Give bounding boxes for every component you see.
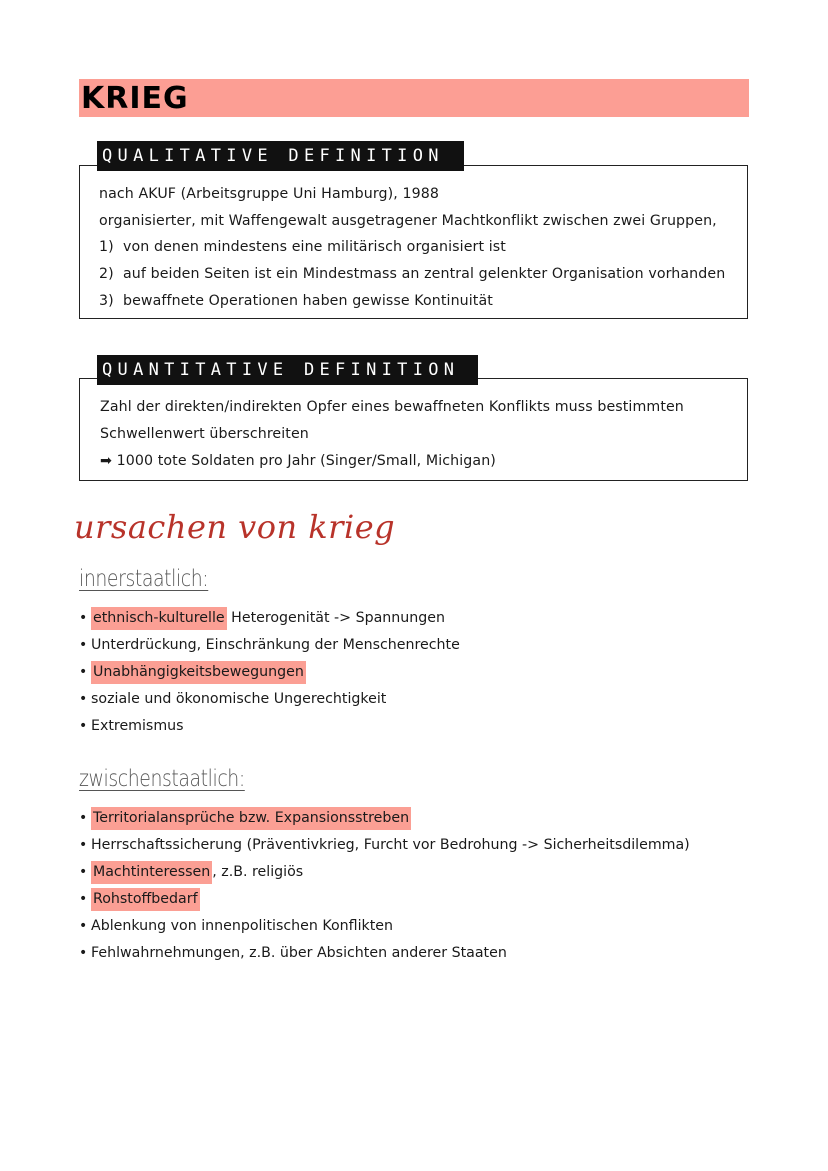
- item-text: , z.B. religiös: [212, 864, 304, 880]
- qualitative-criterion-3: [99, 293, 493, 309]
- qualitative-criterion-2: [99, 266, 725, 282]
- innerstaatlich-heading: innerstaatlich:: [79, 566, 209, 592]
- threshold-text: 1000 tote Soldaten pro Jahr (Singer/Small, Michigan): [116, 453, 496, 469]
- quantitative-threshold-line: [100, 453, 496, 469]
- bullet-icon: •: [79, 837, 88, 853]
- qualitative-definition-label: QUALITATIVE DEFINITION: [97, 141, 464, 171]
- quantitative-definition-line-1: Zahl der direkten/indirekten Opfer eines bewaffneten Konflikts muss bestimmten: [100, 399, 684, 415]
- qualitative-definition-line: organisierter, mit Waffengewalt ausgetragener Machtkonflikt zwischen zwei Gruppen,: [99, 213, 717, 229]
- list-item: [79, 891, 200, 907]
- zwischenstaatlich-heading: zwischenstaatlich:: [79, 766, 245, 792]
- qualitative-criterion-1: [99, 239, 506, 255]
- item-text: soziale und ökonomische Ungerechtigkeit: [91, 691, 387, 707]
- bullet-icon: •: [79, 637, 88, 653]
- list-item: [79, 610, 445, 626]
- criterion-number: 3): [99, 293, 114, 309]
- list-item: [79, 718, 184, 734]
- item-text: Heterogenität -> Spannungen: [226, 610, 445, 626]
- bullet-icon: •: [79, 864, 88, 880]
- criterion-text: von denen mindestens eine militärisch organisiert ist: [123, 239, 506, 255]
- bullet-icon: •: [79, 691, 88, 707]
- highlighted-text: Machtinteressen: [91, 861, 212, 884]
- criterion-number: 2): [99, 266, 114, 282]
- list-item: [79, 837, 690, 853]
- item-text: Extremismus: [91, 718, 184, 734]
- highlighted-text: Unabhängigkeitsbewegungen: [91, 661, 306, 684]
- list-item: [79, 691, 386, 707]
- item-text: Unterdrückung, Einschränkung der Menschenrechte: [91, 637, 460, 653]
- bullet-icon: •: [79, 891, 88, 907]
- bullet-icon: •: [79, 664, 88, 680]
- criterion-number: 1): [99, 239, 114, 255]
- quantitative-definition-line-2: Schwellenwert überschreiten: [100, 426, 309, 442]
- list-item: [79, 810, 411, 826]
- bullet-icon: •: [79, 810, 88, 826]
- quantitative-definition-label: QUANTITATIVE DEFINITION: [97, 355, 478, 385]
- arrow-right-icon: ➡: [100, 453, 112, 469]
- bullet-icon: •: [79, 610, 88, 626]
- title-banner: [79, 79, 749, 117]
- item-text: Herrschaftssicherung (Präventivkrieg, Furcht vor Bedrohung -> Sicherheitsdilemma): [91, 837, 690, 853]
- highlighted-text: ethnisch-kulturelle: [91, 607, 227, 630]
- criterion-text: bewaffnete Operationen haben gewisse Kontinuität: [123, 293, 493, 309]
- highlighted-text: Rohstoffbedarf: [91, 888, 200, 911]
- bullet-icon: •: [79, 945, 88, 961]
- page-title: KRIEG: [81, 81, 189, 116]
- criterion-text: auf beiden Seiten ist ein Mindestmass an zentral gelenkter Organisation vorhanden: [123, 266, 726, 282]
- qualitative-source-line: nach AKUF (Arbeitsgruppe Uni Hamburg), 1988: [99, 186, 440, 202]
- list-item: [79, 945, 507, 961]
- bullet-icon: •: [79, 918, 88, 934]
- item-text: Ablenkung von innenpolitischen Konflikten: [91, 918, 394, 934]
- list-item: [79, 637, 460, 653]
- list-item: [79, 664, 306, 680]
- list-item: [79, 864, 303, 880]
- bullet-icon: •: [79, 718, 88, 734]
- list-item: [79, 918, 393, 934]
- causes-heading: ursachen von krieg: [74, 508, 396, 546]
- item-text: Fehlwahrnehmungen, z.B. über Absichten anderer Staaten: [91, 945, 507, 961]
- highlighted-text: Territorialansprüche bzw. Expansionsstreben: [91, 807, 411, 830]
